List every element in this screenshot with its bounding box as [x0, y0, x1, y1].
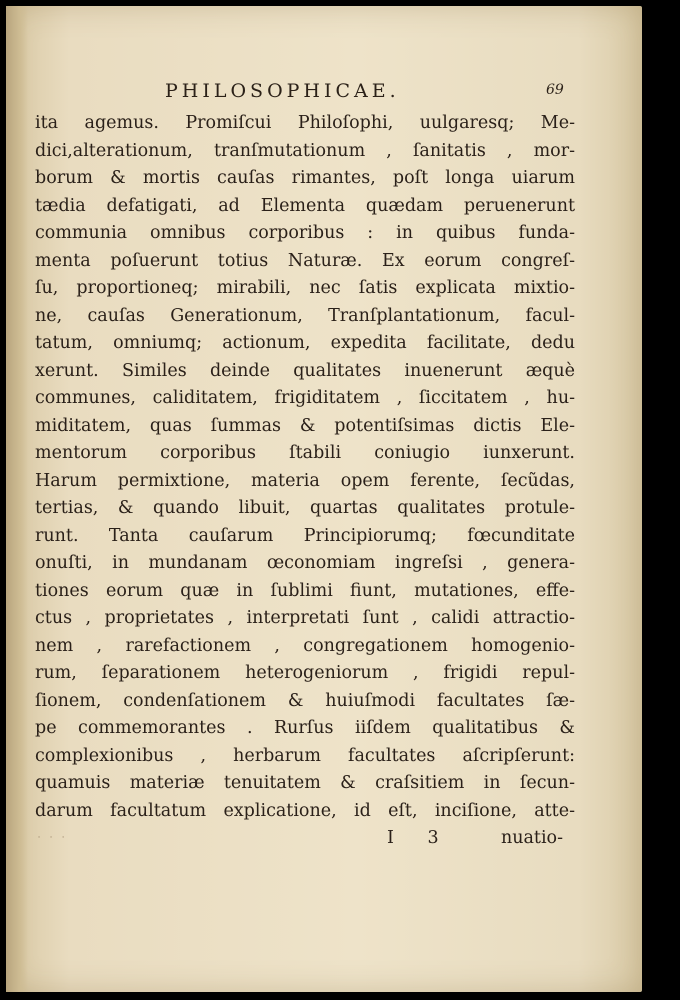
text-line: communia omnibus corporibus : in quibus funda-	[35, 223, 575, 243]
text-line: tertias, & quando libuit, quartas qualitates protule-	[35, 498, 575, 518]
text-line: ſionem, condenſationem & huiuſmodi facultates ſæ-	[35, 690, 575, 711]
text-line: pe commemorantes . Rurſus iiſdem qualitatibus &	[35, 718, 575, 738]
text-line: xerunt. Similes deinde qualitates inuenerunt æquè	[35, 360, 575, 381]
text-line: tatum, omniumq; actionum, expedita facilitate, dedu	[35, 333, 575, 353]
text-line: ſu, proportioneq; mirabili, nec ſatis explicata mixtio-	[35, 278, 575, 298]
text-line: quamuis materiæ tenuitatem & craſsitiem in ſecun-	[35, 773, 575, 793]
text-line: ctus , proprietates , interpretati ſunt , calidi attractio-	[35, 608, 575, 628]
text-line: Harum permixtione, materia opem ferente, ſecũdas,	[35, 470, 575, 491]
catchword: nuatio-	[500, 828, 563, 848]
bleed-through-mark: ᐧ ᐧ ᐧ	[37, 830, 67, 846]
text-line: borum & mortis cauſas rimantes, poſt longa uiarum	[35, 168, 575, 188]
text-line: darum facultatum explicatione, id eſt, inciſione, atte-	[35, 800, 575, 821]
body-text	[35, 110, 575, 825]
text-line: ne, cauſas Generationum, Tranſplantationum, facul-	[35, 305, 575, 326]
text-line: tædia defatigati, ad Elementa quædam peruenerunt	[35, 195, 575, 216]
text-line: rum, ſeparationem heterogeniorum , frigidi repul-	[35, 663, 575, 683]
page-edge-background	[642, 6, 680, 1000]
text-line: communes, caliditatem, frigiditatem , ſiccitatem , hu-	[35, 388, 575, 408]
text-line: runt. Tanta cauſarum Principiorumq; fœcunditate	[35, 525, 575, 546]
text-line: onuſti, in mundanam œconomiam ingreſsi , genera-	[35, 553, 575, 573]
signature-mark: I 3	[387, 828, 453, 848]
text-line: miditatem, quas ſummas & potentiſsimas dictis Ele-	[35, 415, 575, 436]
text-line: menta poſuerunt totius Naturæ. Ex eorum congreſ-	[35, 250, 575, 271]
page-footer	[35, 828, 575, 858]
text-line: dici,alterationum, tranſmutationum , ſanitatis , mor-	[35, 140, 575, 161]
page-gutter-shadow	[6, 6, 28, 992]
text-line: tiones eorum quæ in ſublimi fiunt, mutationes, effe-	[35, 580, 575, 601]
text-line: nem , rarefactionem , congregationem homogenio-	[35, 635, 575, 656]
page-number: 69	[546, 82, 564, 98]
text-line: ita agemus. Promiſcui Philoſophi, uulgaresq; Me-	[35, 113, 575, 133]
text-line: mentorum corporibus ſtabili coniugio iunxerunt.	[35, 443, 575, 463]
running-head: PHILOSOPHICAE.	[165, 80, 400, 102]
text-line: complexionibus , herbarum facultates aſcripſerunt:	[35, 745, 575, 766]
